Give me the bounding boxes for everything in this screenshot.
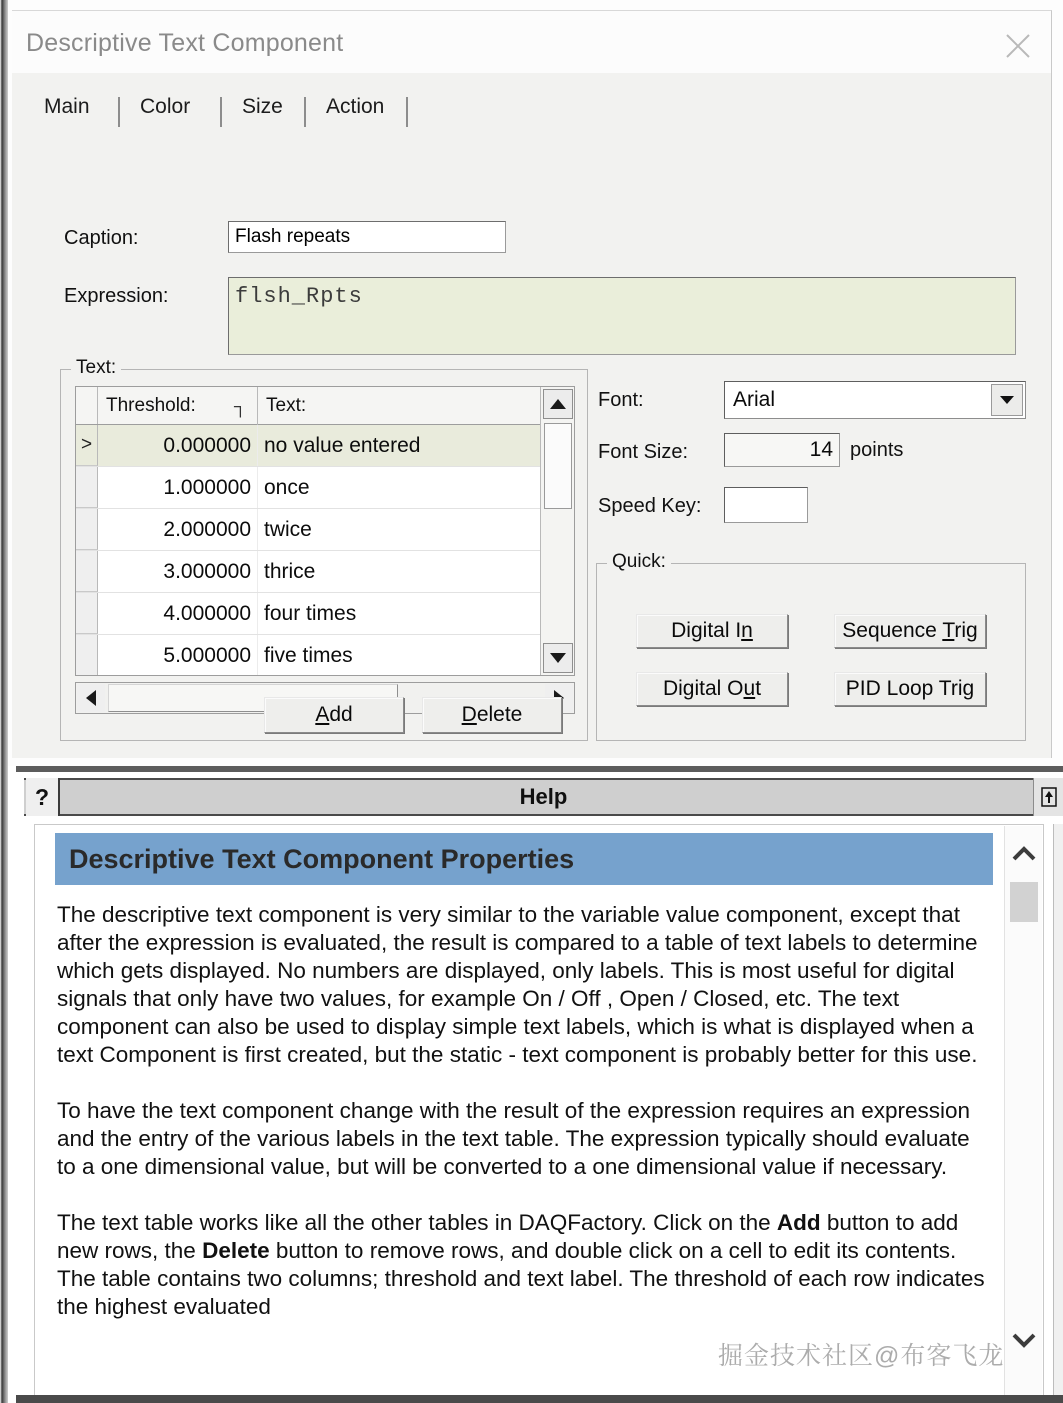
font-label: Font: [598, 389, 644, 411]
question-mark-icon[interactable]: ? [26, 778, 60, 816]
help-paragraph-text: button to remove rows, and double click on a cell to edit its contents. The table contains two columns; threshold and text label. The threshold of each row indicates the highest evaluated [57, 1238, 985, 1319]
help-body-text [57, 901, 992, 1401]
cell-text[interactable]: no value entered [264, 433, 421, 457]
font-size-input[interactable]: 14 [724, 433, 840, 467]
points-unit-label: points [850, 439, 904, 461]
column-header-threshold[interactable] [98, 387, 258, 425]
row-marker [76, 467, 98, 508]
speed-key-input[interactable] [724, 487, 808, 523]
help-paragraph-text: button to add new rows, the [57, 1210, 959, 1263]
tab-color[interactable]: Color [140, 95, 191, 118]
quick-digital-out-label: Digital O [662, 677, 744, 700]
delete-button-accel: D [461, 703, 477, 726]
quick-digital-in-accel: n [741, 619, 753, 642]
cell-text[interactable]: five times [264, 643, 353, 667]
cell-text[interactable]: four times [264, 601, 357, 625]
cell-text[interactable]: twice [264, 517, 312, 541]
help-paragraph [57, 1209, 992, 1321]
quick-sequence-trig-label-post: rig [954, 619, 978, 642]
table-gutter-header [76, 387, 98, 424]
cell-threshold[interactable]: 4.000000 [98, 593, 258, 634]
cell-threshold[interactable]: 2.000000 [98, 509, 258, 550]
sort-indicator-icon: ┐ [234, 396, 247, 416]
row-marker [76, 635, 98, 676]
table-header-row [76, 387, 574, 425]
help-window-bottom-border [16, 1395, 1063, 1403]
tabstrip [30, 95, 1020, 131]
table-vertical-scrollbar[interactable] [540, 387, 574, 675]
column-header-text[interactable] [258, 387, 528, 425]
help-paragraph [57, 901, 992, 1069]
cell-text[interactable]: thrice [264, 559, 316, 583]
scroll-up-arrow-icon[interactable] [543, 389, 573, 419]
text-group-box [60, 357, 588, 741]
tab-separator-4 [406, 97, 408, 127]
tab-separator-2 [220, 97, 222, 127]
dialog-body [12, 73, 1051, 758]
window-left-edge [0, 0, 8, 1403]
help-window-right-edge [1053, 824, 1063, 1402]
chevron-up-icon[interactable] [1005, 834, 1043, 874]
quick-digital-out-button[interactable] [636, 672, 788, 706]
caption-label: Caption: [64, 227, 139, 249]
quick-digital-out-accel: u [743, 677, 756, 700]
descriptive-text-component-dialog [12, 10, 1052, 758]
table-row[interactable] [76, 509, 574, 551]
help-window [8, 766, 1063, 1403]
row-marker [76, 551, 98, 592]
help-vertical-scrollbar[interactable] [1004, 826, 1042, 1400]
table-row[interactable] [76, 593, 574, 635]
threshold-text-table[interactable] [75, 386, 575, 676]
scroll-down-arrow-icon[interactable] [543, 643, 573, 673]
dialog-title: Descriptive Text Component [26, 29, 344, 57]
delete-button[interactable] [422, 697, 562, 733]
close-icon[interactable] [1001, 29, 1035, 63]
quick-sequence-trig-label: Sequence [842, 619, 943, 642]
chevron-down-icon[interactable] [991, 384, 1023, 416]
table-row[interactable] [76, 425, 574, 467]
quick-group-box [596, 551, 1026, 741]
cell-threshold[interactable]: 5.000000 [98, 635, 258, 676]
add-button-accel: A [315, 703, 330, 726]
text-group-label: Text: [71, 357, 121, 379]
quick-digital-in-button[interactable] [636, 614, 788, 648]
help-banner [55, 833, 993, 885]
watermark: 掘金技术社区@布客飞龙 [718, 1342, 1005, 1370]
chevron-down-icon[interactable] [1005, 1320, 1043, 1360]
row-marker: > [76, 425, 98, 466]
help-paragraph-text: To have the text component change with the result of the expression requires an expression and the entry of the various labels in the text table. The expression typically should evaluate to a one dimensional value, but will be converted to a one dimensional value if necessary. [57, 1098, 971, 1179]
pin-icon[interactable] [1033, 778, 1063, 816]
help-paragraph-text: The text table works like all the other tables in DAQFactory. Click on the [57, 1210, 777, 1235]
tab-main[interactable]: Main [44, 95, 90, 118]
column-header-threshold-label: Threshold: [106, 395, 196, 416]
row-marker [76, 509, 98, 550]
quick-group-label: Quick: [607, 551, 671, 573]
add-button[interactable] [264, 697, 404, 733]
font-size-label: Font Size: [598, 441, 689, 463]
tab-separator-3 [304, 97, 306, 127]
quick-pid-loop-trig-label: PID Loop Trig [845, 677, 975, 700]
help-window-top-border [16, 766, 1063, 772]
speed-key-label: Speed Key: [598, 495, 702, 517]
font-select-value: Arial [733, 388, 776, 411]
scroll-left-arrow-icon[interactable] [77, 684, 105, 712]
table-scroll-thumb[interactable] [544, 423, 572, 509]
help-paragraph [57, 1097, 992, 1181]
table-row[interactable] [76, 467, 574, 509]
quick-sequence-trig-accel: T [942, 619, 955, 642]
cell-text[interactable]: once [264, 475, 310, 499]
dialog-titlebar [12, 11, 1051, 73]
add-button-label: dd [329, 703, 353, 726]
tab-size[interactable]: Size [242, 95, 283, 118]
quick-digital-out-label-post: t [755, 677, 762, 700]
help-title: Help [519, 784, 568, 809]
help-banner-title: Descriptive Text Component Properties [69, 843, 575, 874]
help-content-panel [34, 824, 1044, 1402]
help-bold-add: Add [776, 1210, 821, 1235]
cell-threshold[interactable]: 3.000000 [98, 551, 258, 592]
table-rows [76, 425, 574, 675]
help-scroll-thumb[interactable] [1010, 882, 1038, 922]
help-paragraph-text: The descriptive text component is very similar to the variable value component, except that after the expression is evaluated, the result is compared to a table of text labels to determine which gets displayed. No numbers are displayed, only labels. This is most useful for digital signals that only have two values, for example On / Off , Open / Closed, etc. The text component can also be used to display simple text labels, which is what is displayed when a text Component is first created, but the static - text component is probably better for this use. [57, 902, 978, 1067]
quick-sequence-trig-button[interactable] [834, 614, 986, 648]
caption-input[interactable]: Flash repeats [228, 221, 506, 253]
expression-label: Expression: [64, 285, 169, 307]
table-row[interactable] [76, 551, 574, 593]
help-bold-delete: Delete [202, 1238, 270, 1263]
row-marker [76, 593, 98, 634]
quick-pid-loop-trig-button[interactable] [834, 672, 986, 706]
column-header-text-label: Text: [266, 395, 307, 416]
quick-digital-in-label: Digital I [671, 619, 742, 642]
cell-threshold[interactable]: 0.000000 [98, 425, 258, 466]
delete-button-label: elete [476, 703, 523, 726]
help-titlebar [24, 778, 1063, 816]
cell-threshold[interactable]: 1.000000 [98, 467, 258, 508]
expression-input[interactable]: flsh_Rpts [228, 277, 1016, 355]
table-row[interactable] [76, 635, 574, 676]
font-select[interactable] [724, 381, 1026, 419]
tab-separator-1 [118, 97, 120, 127]
tab-action[interactable]: Action [326, 95, 385, 118]
